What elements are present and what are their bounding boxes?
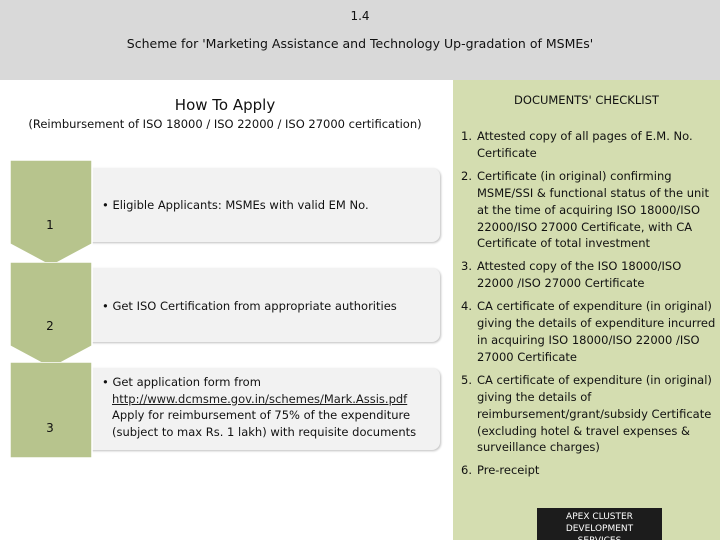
checklist-item-text: CA certificate of expenditure (in original) giving the details of reimbursement/grant/subsidy Certificate (excluding hotel & travel expenses & surveillance charges) — [477, 372, 712, 455]
step-1-number: 1 — [46, 218, 54, 232]
step-3 — [0, 362, 450, 462]
checklist-item-text: Pre-receipt — [477, 463, 540, 478]
footer-logo-box — [537, 508, 662, 546]
step-3-text — [102, 374, 422, 440]
checklist-item — [461, 372, 717, 457]
checklist-item-text: Attested copy of the ISO 18000/ISO 22000 /ISO 27000 Certificate — [477, 259, 682, 291]
step-3-chevron-icon — [8, 362, 94, 460]
step-1-text: • Eligible Applicants: MSMEs with valid EM No. — [102, 198, 369, 212]
step-2-number: 2 — [46, 319, 54, 333]
checklist-item — [461, 128, 717, 162]
slide-number: 1.4 — [350, 9, 370, 23]
checklist-item — [461, 298, 717, 366]
checklist-item-number: 6. — [461, 463, 472, 478]
checklist-item-text: Attested copy of all pages of E.M. No. Certificate — [477, 129, 693, 160]
checklist-item-number: 1. — [461, 129, 472, 143]
checklist-item-number: 3. — [461, 259, 472, 274]
step-3-text-prefix: • Get application form from — [102, 375, 261, 389]
how-to-apply-subtitle: (Reimbursement of ISO 18000 / ISO 22000 / ISO 27000 certification) — [28, 117, 422, 131]
how-to-apply-title: How To Apply — [174, 96, 276, 114]
step-1-chevron-icon — [8, 160, 94, 268]
documents-checklist-panel — [453, 80, 720, 540]
checklist-item-number: 5. — [461, 372, 472, 387]
checklist-item — [461, 258, 717, 292]
checklist-items — [461, 128, 717, 485]
slide-title: Scheme for 'Marketing Assistance and Technology Up-gradation of MSMEs' — [126, 36, 594, 51]
checklist-item-text: CA certificate of expenditure (in original) giving the details of expenditure incurred in acquiring ISO 18000/ISO 22000 /ISO 27000 Certificate — [477, 299, 716, 364]
checklist-title: DOCUMENTS' CHECKLIST — [514, 93, 659, 107]
checklist-item — [461, 168, 717, 253]
footer-line-2: SERVICES — [577, 536, 622, 546]
checklist-item-number: 2. — [461, 168, 472, 183]
footer-line-1: APEX CLUSTER DEVELOPMENT — [565, 512, 634, 534]
checklist-item-text: Certificate (in original) confirming MSME/SSI & functional status of the unit at the time of acquiring ISO 18000/ISO 22000/ISO 27000 Certificate, with CA Certificate of total investment — [477, 168, 709, 251]
checklist-item — [461, 462, 717, 479]
application-form-link[interactable]: http://www.dcmsme.gov.in/schemes/Mark.Assis.pdf — [112, 391, 408, 406]
step-3-number: 3 — [46, 421, 54, 435]
step-2 — [0, 262, 450, 370]
step-3-text-line3: (subject to max Rs. 1 lakh) with requisite documents — [112, 424, 417, 439]
step-1 — [0, 160, 450, 268]
checklist-item-number: 4. — [461, 299, 472, 314]
step-2-text: • Get ISO Certification from appropriate authorities — [102, 299, 397, 313]
step-3-text-line2: Apply for reimbursement of 75% of the expenditure — [112, 408, 411, 422]
header-band — [0, 0, 720, 80]
step-2-chevron-icon — [8, 262, 94, 370]
